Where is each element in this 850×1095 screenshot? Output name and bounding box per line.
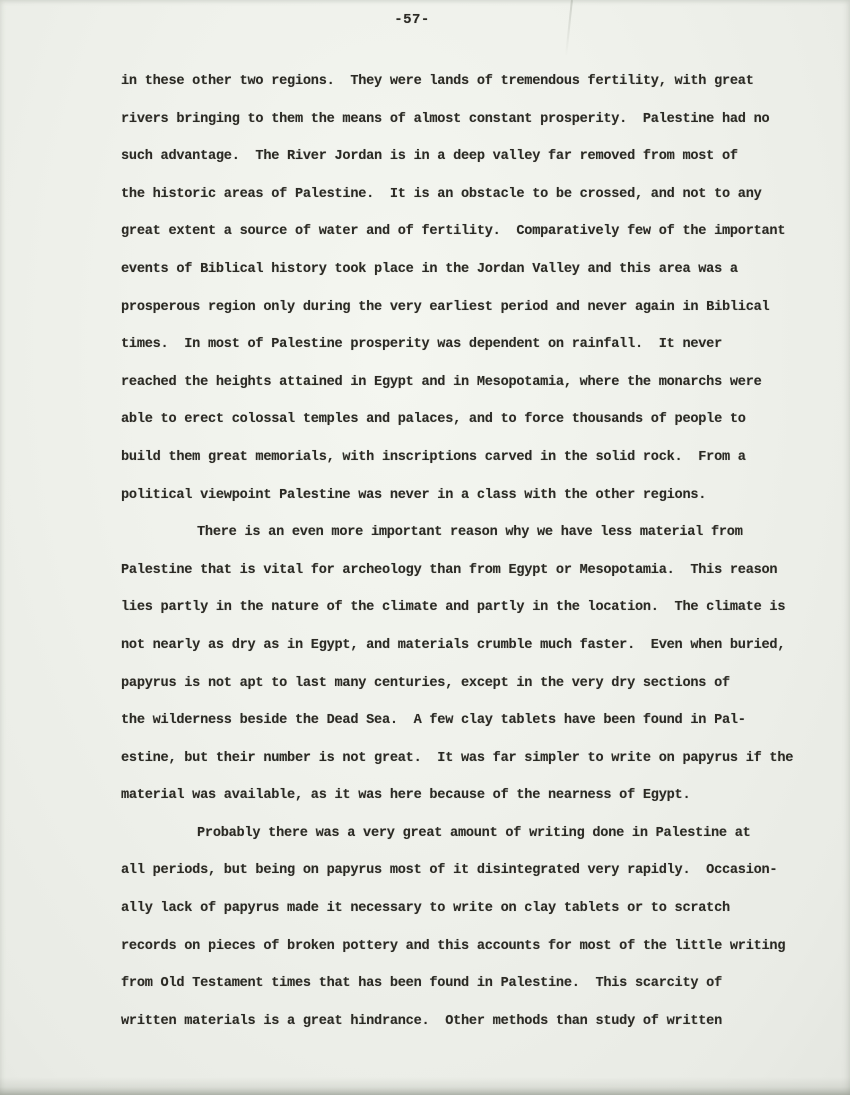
text-line: Palestine that is vital for archeology than from Egypt or Mesopotamia. This reason (121, 562, 778, 578)
text-line: such advantage. The River Jordan is in a deep valley far removed from most of (121, 149, 738, 165)
text-line: lies partly in the nature of the climate and partly in the location. The climate is (121, 600, 786, 616)
text-line: times. In most of Palestine prosperity was dependent on rainfall. It never (121, 337, 722, 353)
text-line: material was available, as it was here because of the nearness of Egypt. (121, 788, 691, 804)
text-line: records on pieces of broken pottery and this accounts for most of the little writing (121, 938, 786, 954)
text-line: written materials is a great hindrance. Other methods than study of written (121, 1013, 722, 1029)
page-number: -57- (394, 12, 430, 28)
text-line: in these other two regions. They were lands of tremendous fertility, with great (121, 74, 754, 89)
text-line: rivers bringing to them the means of almost constant prosperity. Palestine had no (121, 111, 770, 127)
text-line: political viewpoint Palestine was never in a class with the other regions. (121, 487, 707, 503)
text-line: all periods, but being on papyrus most of it disintegrated very rapidly. Occasion- (121, 863, 778, 879)
text-line: Probably there was a very great amount of writing done in Palestine at (197, 825, 751, 841)
text-line: papyrus is not apt to last many centuries, except in the very dry sections of (121, 675, 730, 691)
text-line: from Old Testament times that has been found in Palestine. This scarcity of (121, 976, 722, 992)
text-line: great extent a source of water and of fertility. Comparatively few of the important (121, 224, 786, 240)
text-line: There is an even more important reason why we have less material from (197, 525, 743, 541)
text-line: the wilderness beside the Dead Sea. A few clay tablets have been found in Pal- (121, 713, 746, 729)
text-line: reached the heights attained in Egypt and in Mesopotamia, where the monarchs were (121, 374, 762, 390)
text-line: the historic areas of Palestine. It is an obstacle to be crossed, and not to any (121, 186, 762, 202)
text-line: ally lack of papyrus made it necessary to write on clay tablets or to scratch (121, 901, 730, 917)
typewritten-lines (121, 63, 821, 1040)
text-line: build them great memorials, with inscriptions carved in the solid rock. From a (121, 449, 746, 465)
scan-crease-artifact (565, 0, 573, 56)
text-line: not nearly as dry as in Egypt, and materials crumble much faster. Even when buried, (121, 637, 786, 653)
text-line: able to erect colossal temples and palaces, and to force thousands of people to (121, 412, 746, 428)
text-line: estine, but their number is not great. It was far simpler to write on papyrus if the (121, 750, 794, 766)
text-line: prosperous region only during the very earliest period and never again in Biblical (121, 299, 770, 315)
text-line: events of Biblical history took place in the Jordan Valley and this area was a (121, 261, 738, 277)
